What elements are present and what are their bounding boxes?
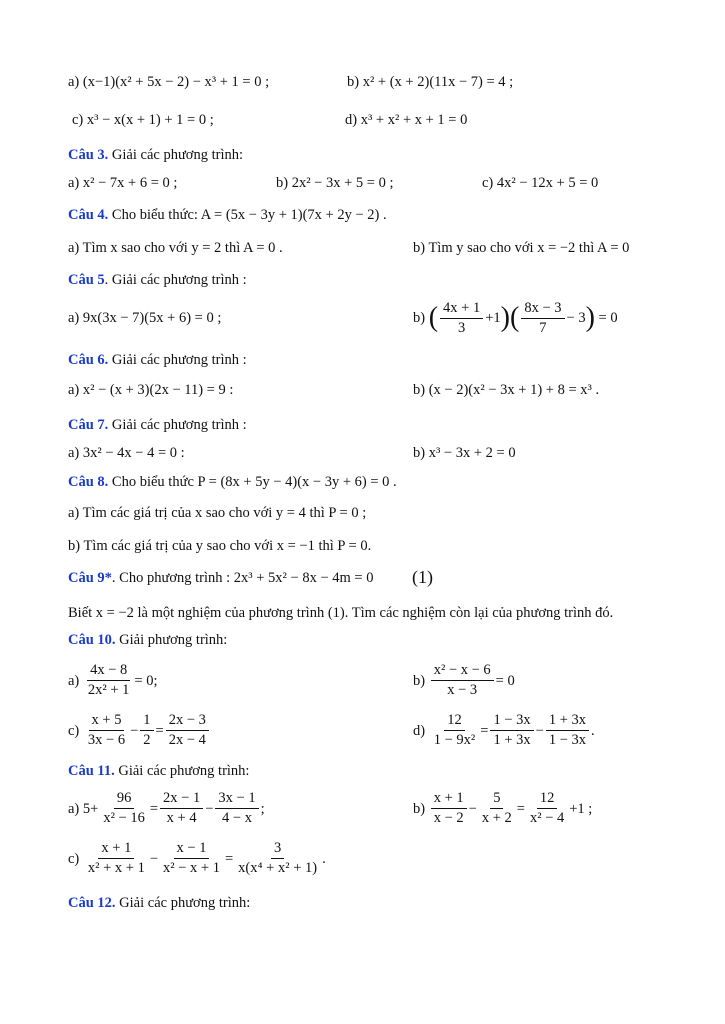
question-9-heading [68,568,373,588]
question-5-text: . Giải các phương trình : [104,272,247,288]
question-7-heading [68,415,247,435]
question-3b: b) 2x² − 3x + 5 = 0 ; [276,175,394,191]
question-9-text: . Cho phương trình : 2x³ + 5x² − 8x − 4m = 0 [111,570,374,586]
question-8-label: Câu 8. [68,474,109,490]
question-10c: c) $\frac{x + 5}{3x - 6}$ − $\frac{1}{2}$ = $\frac{2x - 3}{2x - 4}$ [68,712,211,749]
question-6b: b) (x − 2)(x² − 3x + 1) + 8 = x³ . [413,382,600,398]
fraction: $\frac{2x - 1}{x + 4}$ [160,790,203,827]
question-5b: b) ( $\frac{4x + 1}{3}$ +1 )( $\frac{8x - 3}{7}$ − 3 ) = 0 [413,296,618,340]
question-10a: a) $\frac{4x - 8}{\text{2x² + 1}}$ = 0; [68,662,158,698]
question-5a: a) 9x(3x − 7)(5x + 6) = 0 ; [68,310,222,326]
equation-number: (1) [412,567,433,587]
fraction: $\frac{4x - 8}{\text{2x² + 1}}$ [87,662,130,698]
question-5-label: Câu 5 [68,272,105,288]
question-11b: b) $\frac{x + 1}{x - 2}$ − $\frac{5}{x + 2}$ = $\frac{12}{\text{x² − 4}}$ +1 ; [413,790,593,826]
fraction: $\frac{1 - 3x}{1 + 3x}$ [490,712,533,749]
question-3c: c) 4x² − 12x + 5 = 0 [482,175,599,191]
question-3-label: Câu 3. [68,147,109,163]
fraction: $\frac{2x - 3}{2x - 4}$ [166,712,209,749]
question-8-text: Cho biểu thức P = (8x + 5y − 4)(x − 3y + 6) = 0 . [108,474,397,490]
question-4-label: Câu 4. [68,207,109,223]
fraction: $\frac{1 + 3x}{1 - 3x}$ [546,712,589,749]
question-10-label: Câu 10. [68,632,116,648]
question-7-text: Giải các phương trình : [108,417,247,433]
fraction: $\frac{1}{2}$ [140,712,153,749]
question-10-heading [68,630,227,650]
fraction: $\frac{4x + 1}{3}$ [440,300,483,337]
exercise-item-1c: c) x³ − x(x + 1) + 1 = 0 ; [72,112,214,128]
question-11-text: Giải các phương trình: [114,763,250,779]
fraction: $\frac{\text{x² − x − 6}}{x - 3}$ [431,662,494,699]
fraction: $\frac{12}{\text{x² − 4}}$ [529,790,565,826]
question-11-label: Câu 11. [68,763,115,779]
fraction: $\frac{x + 1}{x - 2}$ [431,790,467,827]
question-11c: c) $\frac{x + 1}{\text{x² + x + 1}}$ − $\frac{x - 1}{\text{x² − x + 1}}$ = $\frac{3}{\text{x(x⁴ + x² + 1)}}$ . [68,840,326,876]
question-8a: a) Tìm các giá trị của x sao cho với y = 4 thì P = 0 ; [68,505,367,521]
question-9-note: Biết x = −2 là một nghiệm của phương trình (1). Tìm các nghiệm còn lại của phương trình đó. [68,605,614,621]
question-11a: a) 5+ $\frac{96}{\text{x² − 16}}$ = $\frac{2x - 1}{x + 4}$ − $\frac{3x - 1}{4 - x}$ ; [68,790,265,826]
question-8b: b) Tìm các giá trị của y sao cho với x = −1 thì P = 0. [68,538,372,554]
question-8-heading [68,472,397,492]
question-10d: d) $\frac{12}{\text{1 − 9x²}}$ = $\frac{1 - 3x}{1 + 3x}$ − $\frac{1 + 3x}{1 - 3x}$ . [413,712,595,748]
fraction: $\frac{x + 5}{3x - 6}$ [87,712,126,748]
question-12-text: Giải các phương trình: [115,895,251,911]
exercise-item-1b: b) x² + (x + 2)(11x − 7) = 4 ; [347,74,514,90]
question-7-label: Câu 7. [68,417,109,433]
fraction: $\frac{5}{x + 2}$ [481,790,512,826]
question-10-text: Giải phương trình: [115,632,228,648]
question-6-heading [68,350,247,370]
question-12-label: Câu 12. [68,895,116,911]
fraction: $\frac{12}{\text{1 − 9x²}}$ [433,712,476,748]
question-7b: b) x³ − 3x + 2 = 0 [413,445,516,461]
question-5-heading [68,270,247,290]
question-6-label: Câu 6. [68,352,109,368]
question-3-text: Giải các phương trình: [108,147,244,163]
question-4-text: Cho biểu thức: A = (5x − 3y + 1)(7x + 2y − 2) . [108,207,387,223]
fraction: $\frac{96}{\text{x² − 16}}$ [103,790,145,826]
fraction: $\frac{x - 1}{\text{x² − x + 1}}$ [163,840,220,876]
exercise-item-1d: d) x³ + x² + x + 1 = 0 [345,112,468,128]
question-11-heading [68,761,249,781]
question-3a: a) x² − 7x + 6 = 0 ; [68,175,178,191]
question-4-heading [68,205,387,225]
question-7a: a) 3x² − 4x − 4 = 0 : [68,445,185,461]
question-9-label: Câu 9* [68,570,112,586]
exercise-item-1a: a) (x−1)(x² + 5x − 2) − x³ + 1 = 0 ; [68,74,270,90]
fraction: $\frac{x + 1}{\text{x² + x + 1}}$ [87,840,145,876]
question-5b-prefix: b) [413,310,426,326]
fraction: $\frac{3x - 1}{4 - x}$ [215,790,258,827]
fraction: $\frac{3}{\text{x(x⁴ + x² + 1)}}$ [238,840,318,876]
fraction: $\frac{8x - 3}{7}$ [521,300,564,337]
question-3-heading [68,145,243,165]
question-6-text: Giải các phương trình : [108,352,247,368]
question-12-heading [68,893,250,913]
question-10b: b) $\frac{\text{x² − x − 6}}{x - 3}$ = 0 [413,662,515,698]
question-4b: b) Tìm y sao cho với x = −2 thì A = 0 [413,240,630,256]
question-6a: a) x² − (x + 3)(2x − 11) = 9 : [68,382,234,398]
question-4a: a) Tìm x sao cho với y = 2 thì A = 0 . [68,240,283,256]
